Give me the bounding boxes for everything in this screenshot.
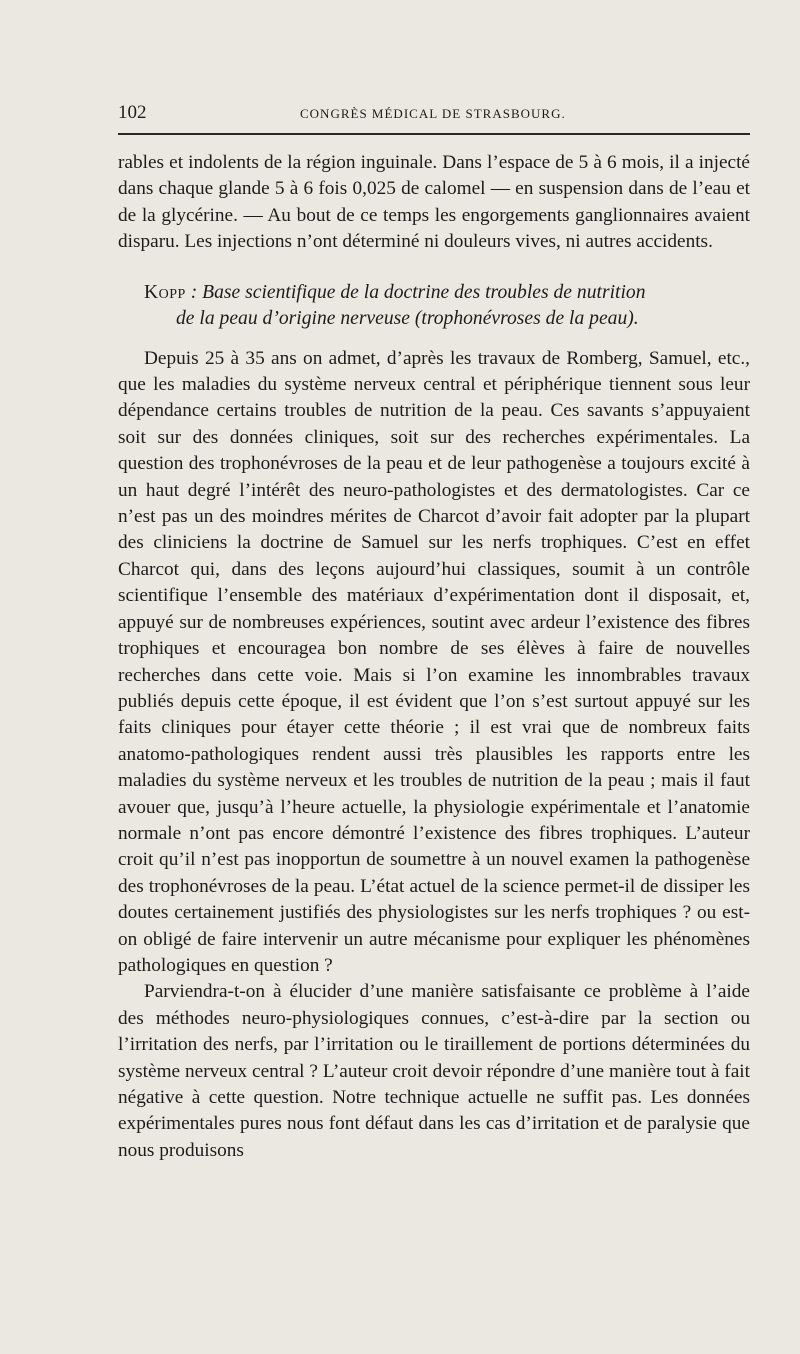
running-head: CONGRÈS MÉDICAL DE STRASBOURG. [300, 106, 566, 121]
section-heading [118, 280, 750, 332]
second-paragraph: Parviendra-t-on à élucider d’une manière satisfaisante ce problème à l’aide des méthodes neuro-physiologiques connues, c’est-à-dire par la section ou l’irritation des nerfs, par l’irritation ou le tiraillement de portions déterminées du système nerveux central ? L’auteur croit devoir répondre d’une manière tout à fait négative à cette question. Notre technique actuelle ne suffit pas. Les données expérimentales pures nous font défaut dans les cas d’irritation et de paralysie que nous produisons [118, 981, 750, 1161]
main-paragraph: Depuis 25 à 35 ans on admet, d’après les travaux de Romberg, Samuel, etc., que les maladies du système nerveux central et périphérique tiennent sous leur dépendance certains troubles de nutrition de la peau. Ces savants s’appuyaient soit sur des données cliniques, soit sur des recherches expérimentales. La question des trophonévroses de la peau et de leur pathogenèse a toujours excité à un haut degré l’intérêt des neuro-pathologistes et des dermatologistes. Car ce n’est pas un des moindres mérites de Charcot d’avoir fait adopter par la plupart des cliniciens la doctrine de Samuel sur les nerfs trophiques. C’est en effet Charcot qui, dans des leçons aujourd’hui classiques, soumit à un contrôle scientifique l’ensemble des matériaux d’expérimentation dont il disposait, et, appuyé sur de nombreuses expériences, soutint avec ardeur l’existence des fibres trophiques et encouragea bon nombre de ses élèves à faire de nouvelles recherches dans cette voie. Mais si l’on examine les innombrables travaux publiés depuis cette époque, il est évident que l’on s’est surtout appuyé sur les faits cliniques pour étayer cette théorie ; il est vrai que de nombreux faits anatomo-pathologiques rendent aussi très plausibles les rapports entre les maladies du système nerveux et les troubles de nutrition de la peau ; mais il faut avouer que, jusqu’à l’heure actuelle, la physiologie expérimentale et l’anatomie normale n’ont pas encore démontré l’existence des fibres trophiques. L’auteur croit qu’il n’est pas inopportun de soumettre à un nouvel examen la pathogenèse des trophonévroses de la peau. L’état actuel de la science permet-il de dissiper les doutes certainement justifiés des physiologistes sur les nerfs trophiques ? ou est-on obligé de faire intervenir un autre mécanisme pour expliquer les phénomènes pathologiques en question ? [118, 347, 750, 976]
section-title-line-2: de la peau d’origine nerveuse (trophonévroses de la peau). [176, 307, 639, 329]
page-header [118, 102, 750, 126]
section-author: Kopp [144, 281, 186, 303]
header-rule [118, 133, 750, 135]
section-title-line-1: : Base scientifique de la doctrine des troubles de nutrition [185, 281, 646, 303]
page-number: 102 [118, 102, 147, 123]
continuation-paragraph: rables et indolents de la région inguinale. Dans l’espace de 5 à 6 mois, il a injecté dans chaque glande 5 à 6 fois 0,025 de calomel — en suspension dans de l’eau et de la glycérine. — Au bout de ce temps les engorgements ganglionnaires avaient disparu. Les injections n’ont déterminé ni douleurs vives, ni autres accidents. [118, 152, 750, 253]
body-text [118, 150, 750, 1164]
